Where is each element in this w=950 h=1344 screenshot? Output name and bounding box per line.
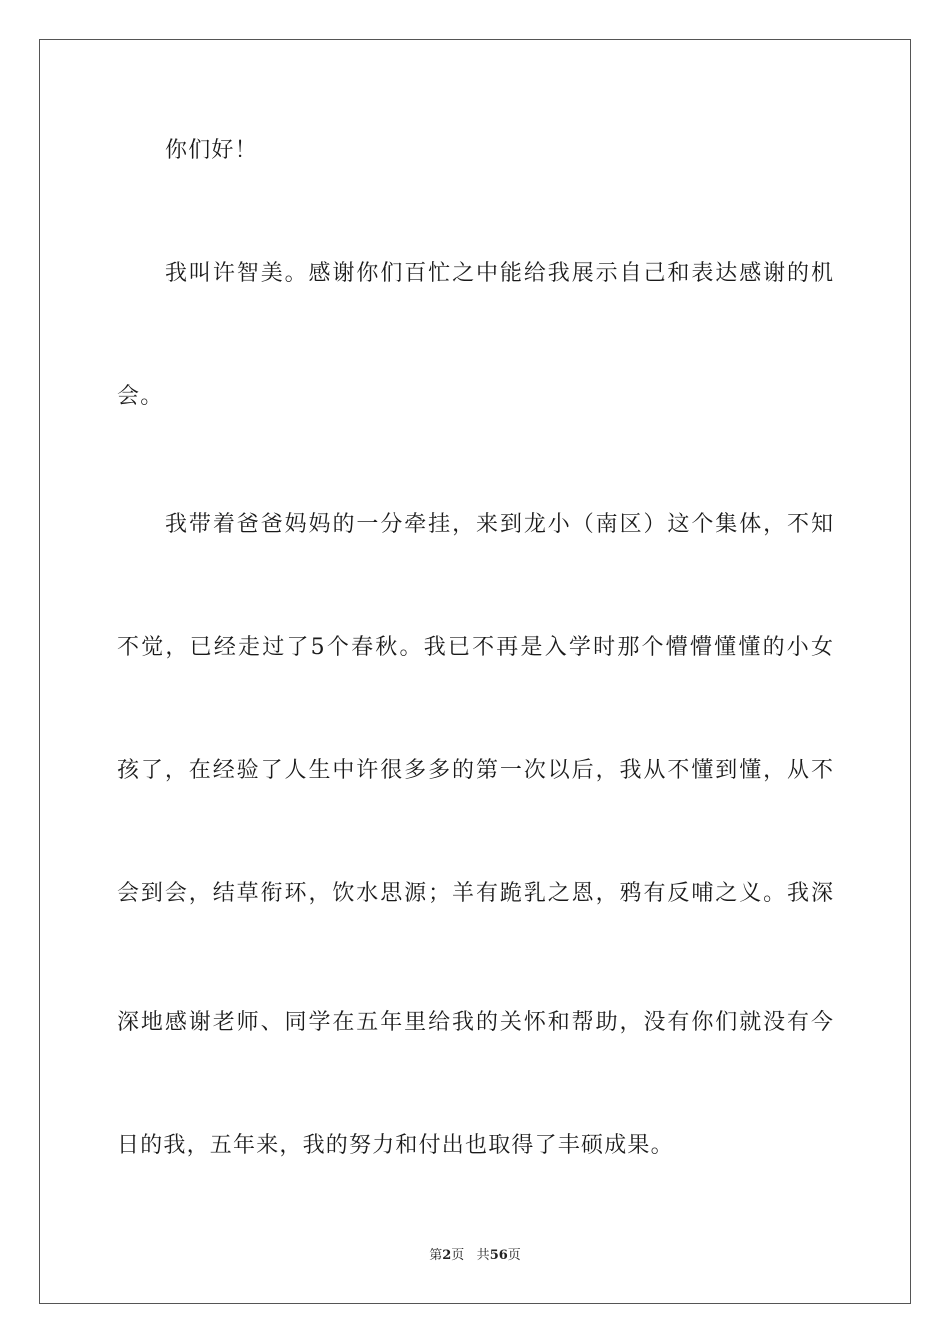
footer-page-number: 2 [442, 1248, 452, 1263]
text-line-5: 不觉，已经走过了5个春秋。我已不再是入学时那个懵懵懂懂的小女 [117, 635, 833, 660]
footer-total-number: 56 [489, 1248, 508, 1263]
text-line-8: 深地感谢老师、同学在五年里给我的关怀和帮助，没有你们就没有今 [117, 1010, 833, 1035]
text-line-9: 日的我，五年来，我的努力和付出也取得了丰硕成果。 [117, 1133, 674, 1158]
footer-page-suffix: 页 [451, 1248, 465, 1263]
footer-total-suffix: 页 [507, 1248, 521, 1263]
page-frame [39, 39, 911, 1304]
text-line-1: 你们好！ [165, 138, 258, 163]
text-line-7: 会到会，结草衔环，饮水思源；羊有跪乳之恩，鸦有反哺之义。我深 [117, 881, 833, 906]
text-line-2: 我叫许智美。感谢你们百忙之中能给我展示自己和表达感谢的机 [165, 261, 833, 286]
text-line-3: 会。 [117, 384, 164, 409]
text-line-4: 我带着爸爸妈妈的一分牵挂，来到龙小（南区）这个集体，不知 [165, 512, 833, 537]
text-line-6: 孩了，在经验了人生中许很多多的第一次以后，我从不懂到懂，从不 [117, 758, 833, 783]
page-footer [0, 1247, 950, 1265]
footer-page-prefix: 第 [429, 1248, 443, 1263]
footer-total-prefix: 共 [476, 1248, 490, 1263]
